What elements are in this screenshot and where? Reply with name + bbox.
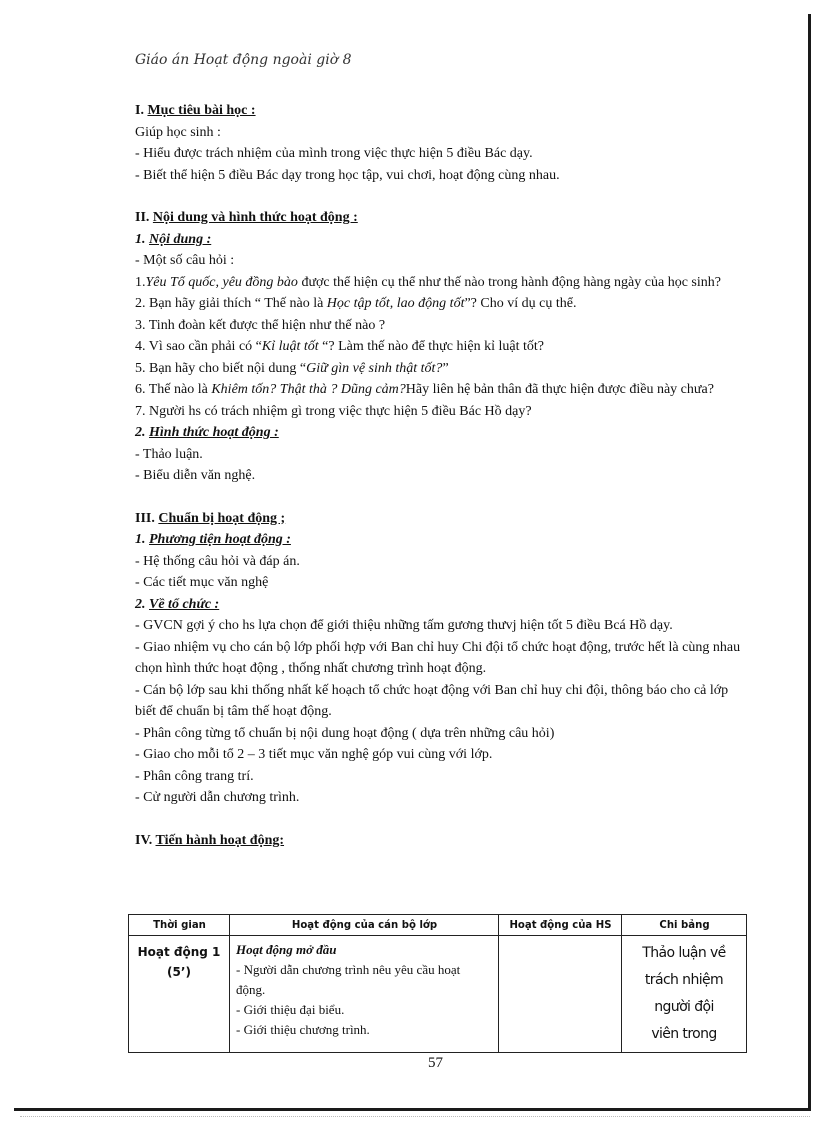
org-item: - Phân công trang trí. <box>135 768 254 784</box>
cell-student-activity <box>499 936 622 1053</box>
activity-title: Hoạt động mở đầu <box>236 942 337 957</box>
form-item: - Biểu diễn văn nghệ. <box>135 468 256 483</box>
page-header: Giáo án Hoạt động ngoài giờ 8 <box>135 52 352 68</box>
col-header-student-activity: Hoạt động của HS <box>503 915 616 936</box>
question-2: 2. Bạn hãy giải thích “ Thế nào là Học tập tốt, lao động tốt”? Cho ví dụ cụ thể. <box>135 296 577 311</box>
section-3-sub-1-heading: 1. Phương tiện hoạt động : <box>135 532 291 547</box>
page-bottom-dotted-line <box>20 1116 810 1117</box>
question-4: 4. Vì sao cần phải có “Kỉ luật tốt “? Làm thế nào để thực hiện kỉ luật tốt? <box>135 339 544 354</box>
org-item: - GVCN gợi ý cho hs lựa chọn để giới thiệu những tấm gương thưvj hiện tốt 5 điều Bcá Hồ dạy. <box>135 618 673 633</box>
activity-table <box>128 914 747 1053</box>
section-1-title: Mục tiêu bài học : <box>147 103 256 118</box>
section-1-item: - Biết thể hiện 5 điều Bác dạy trong học tập, vui chơi, hoạt động cùng nhau. <box>135 167 560 183</box>
section-4-heading: IV. Tiến hành hoạt động: <box>135 832 285 848</box>
question-5: 5. Bạn hãy cho biết nội dung “Giữ gìn vệ sinh thật tốt?” <box>135 360 449 376</box>
question-6: 6. Thế nào là Khiêm tốn? Thật thà ? Dũng cảm?Hãy liên hệ bản thân đã thực hiện được điều này chưa? <box>135 382 714 397</box>
page-number: 57 <box>428 1055 443 1071</box>
org-item: - Cán bộ lớp sau khi thống nhất kế hoạch tổ chức hoạt động với Ban chỉ huy chi đội, thông báo cho cả lớp biết để chuẩn bị tâm thế hoạt động. <box>135 682 729 719</box>
col-header-time: Thời gian <box>133 915 226 936</box>
cell-time: Hoạt động 1 (5’) <box>129 936 230 1053</box>
section-2-sub-2-heading: 2. Hình thức hoạt động : <box>135 425 279 440</box>
col-header-leader-activity: Hoạt động của cán bộ lớp <box>240 915 487 936</box>
form-item: - Thảo luận. <box>135 446 203 462</box>
section-3-heading: III. Chuẩn bị hoạt động ; <box>135 510 286 526</box>
org-item: - Phân công từng tổ chuẩn bị nội dung hoạt động ( dựa trên những câu hỏi) <box>135 725 555 741</box>
section-3-sub-2-heading: 2. Về tổ chức : <box>135 596 220 612</box>
means-item: - Các tiết mục văn nghệ <box>135 575 269 590</box>
org-item: - Giao cho mỗi tổ 2 – 3 tiết mục văn nghệ góp vui cùng với lớp. <box>135 747 493 762</box>
org-item: - Giao nhiệm vụ cho cán bộ lớp phối hợp với Ban chỉ huy Chi đội tổ chức hoạt động, trước hết là cùng nhau chọn hình thức hoạt động , thống nhất chương trình hoạt động. <box>135 639 741 676</box>
means-item: - Hệ thống câu hỏi và đáp án. <box>135 553 300 569</box>
org-item: - Cử người dẫn chương trình. <box>135 790 300 805</box>
cell-notes: Thảo luận về trách nhiệm người đội viên trong <box>622 936 747 1053</box>
table-header-row <box>129 915 747 936</box>
table-row <box>129 936 747 1053</box>
section-2-sub-1-heading: 1. Nội dung : <box>135 231 212 247</box>
cell-leader-activity: Hoạt động mở đầu - Người dẫn chương trình nêu yêu cầu hoạt động. - Giới thiệu đại biểu. - Giới thiệu chương trình. <box>230 936 499 1053</box>
questions-intro: - Một số câu hỏi : <box>135 253 235 268</box>
section-1-intro: Giúp học sinh : <box>135 124 221 140</box>
section-4-title: Tiến hành hoạt động: <box>155 832 285 848</box>
section-2-title: Nội dung và hình thức hoạt động : <box>152 210 358 225</box>
question-3: 3. Tinh đoàn kết được thể hiện như thế nào ? <box>135 317 386 333</box>
page-shadow-right <box>808 14 811 1110</box>
section-1-heading: I. Mục tiêu bài học : <box>135 103 256 118</box>
section-3-title: Chuẩn bị hoạt động ; <box>158 510 286 526</box>
question-7: 7. Người hs có trách nhiệm gì trong việc thực hiện 5 điều Bác Hồ dạy? <box>135 403 532 419</box>
question-1: 1.Yêu Tổ quốc, yêu đồng bào được thể hiện cụ thể như thế nào trong hành động hàng ngày của học sinh? <box>135 274 721 290</box>
col-header-notes: Chi bảng <box>627 915 742 936</box>
page-shadow-bottom <box>14 1108 811 1111</box>
document-body <box>135 100 747 851</box>
section-1-item: - Hiểu được trách nhiệm của mình trong việc thực hiện 5 điều Bác dạy. <box>135 146 533 161</box>
section-2-heading: II. Nội dung và hình thức hoạt động : <box>135 210 358 225</box>
